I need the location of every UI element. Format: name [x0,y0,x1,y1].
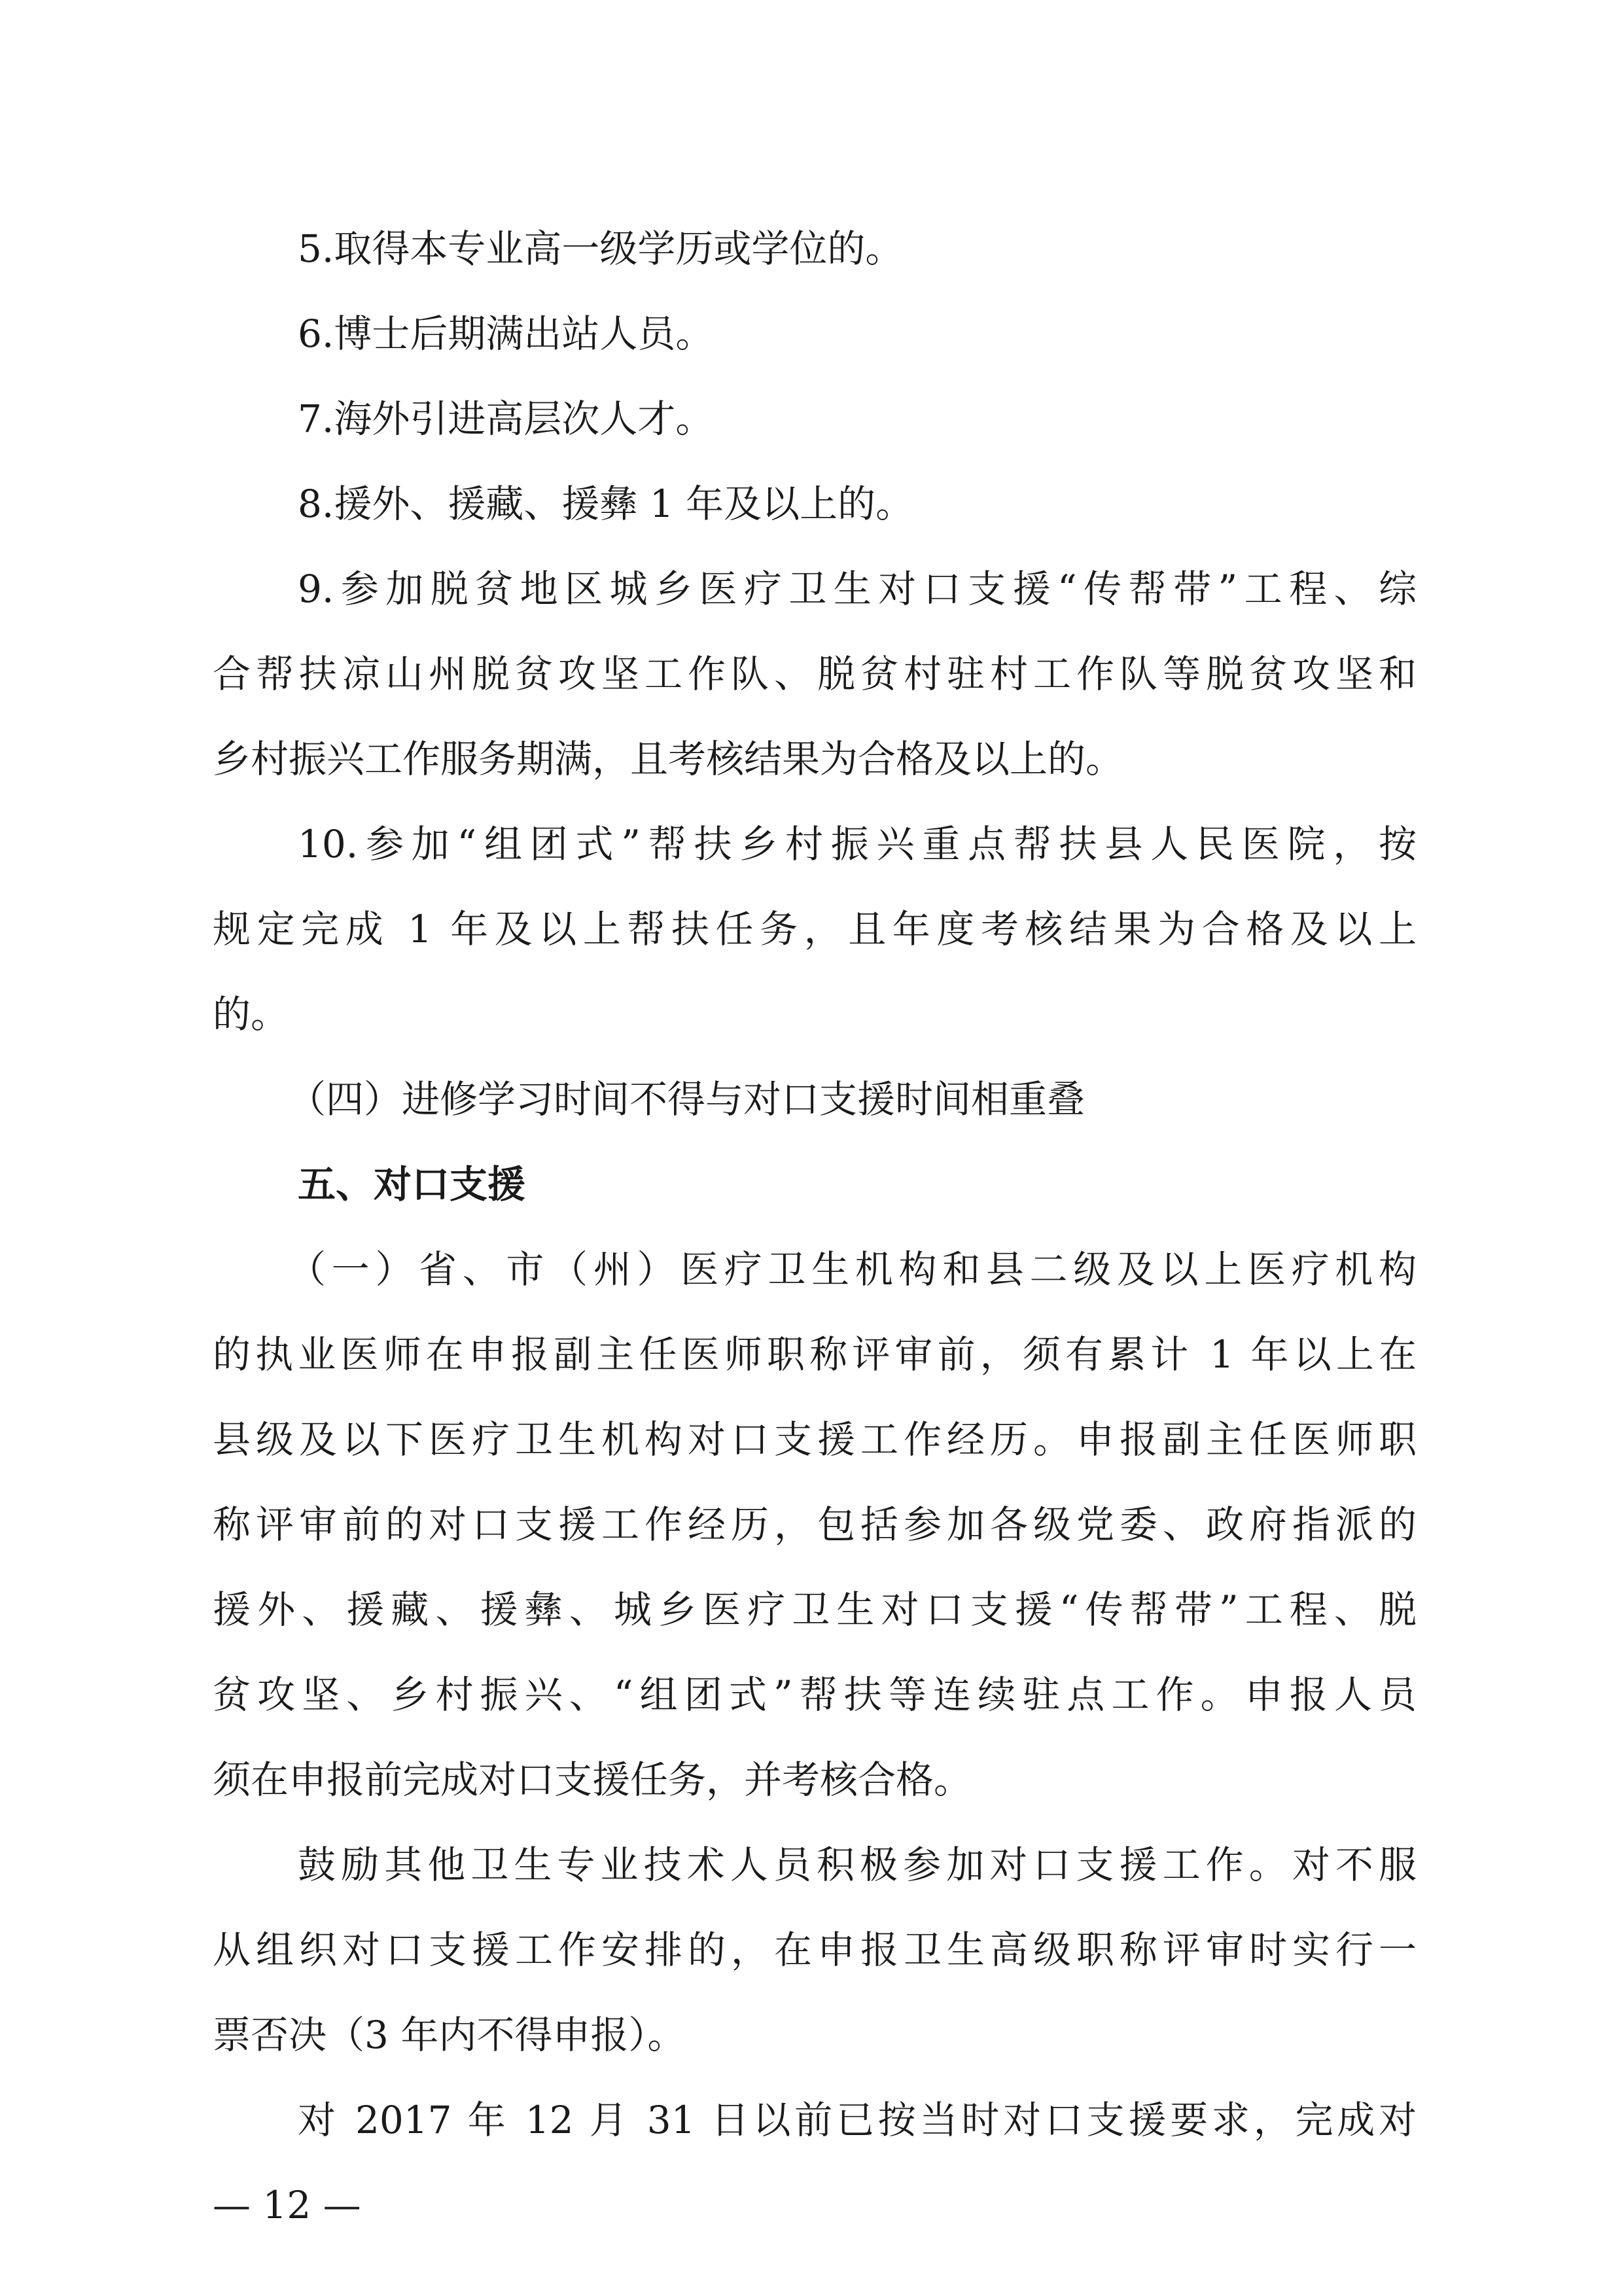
page-number: — 12 — [213,2183,361,2227]
list-item-9-line-1: 9.参加脱贫地区城乡医疗卫生对口支援“传帮带”工程、综 [298,567,1417,611]
paragraph-2-line-1: 鼓励其他卫生专业技术人员积极参加对口支援工作。对不服 [298,1843,1417,1887]
list-item-10-line-1: 10.参加“组团式”帮扶乡村振兴重点帮扶县人民医院，按 [298,822,1417,866]
subsection-heading-4: （四）进修学习时间不得与对口支援时间相重叠 [288,1077,1086,1122]
list-item-7: 7.海外引进高层次人才。 [298,397,714,441]
paragraph-2-line-3: 票否决（3 年内不得申报）。 [213,2013,686,2057]
list-item-10-line-2: 规定完成 1 年及以上帮扶任务，且年度考核结果为合格及以上 [213,907,1417,951]
paragraph-1-line-4: 称评审前的对口支援工作经历，包括参加各级党委、政府指派的 [213,1502,1417,1547]
list-item-9-line-2: 合帮扶凉山州脱贫攻坚工作队、脱贫村驻村工作队等脱贫攻坚和 [213,652,1417,696]
paragraph-3-line-1: 对 2017 年 12 月 31 日以前已按当时对口支援要求，完成对 [298,2098,1417,2142]
section-heading-5: 五、对口支援 [298,1162,526,1207]
list-item-5: 5.取得本专业高一级学历或学位的。 [298,226,904,271]
list-item-6: 6.博士后期满出站人员。 [298,311,714,356]
paragraph-1-line-1: （一）省、市（州）医疗卫生机构和县二级及以上医疗机构 [288,1247,1417,1292]
paragraph-1-line-5: 援外、援藏、援彝、城乡医疗卫生对口支援“传帮带”工程、脱 [213,1587,1417,1632]
paragraph-1-line-2: 的执业医师在申报副主任医师职称评审前，须有累计 1 年以上在 [213,1332,1417,1377]
paragraph-1-line-7: 须在申报前完成对口支援任务，并考核合格。 [213,1757,972,1802]
paragraph-1-line-3: 县级及以下医疗卫生机构对口支援工作经历。申报副主任医师职 [213,1417,1417,1462]
list-item-8: 8.援外、援藏、援彝 1 年及以上的。 [298,482,914,526]
list-item-9-line-3: 乡村振兴工作服务期满，且考核结果为合格及以上的。 [213,737,1124,781]
paragraph-2-line-2: 从组织对口支援工作安排的，在申报卫生高级职称评审时实行一 [213,1928,1417,1972]
paragraph-1-line-6: 贫攻坚、乡村振兴、“组团式”帮扶等连续驻点工作。申报人员 [213,1672,1417,1717]
list-item-10-line-3: 的。 [213,992,289,1036]
